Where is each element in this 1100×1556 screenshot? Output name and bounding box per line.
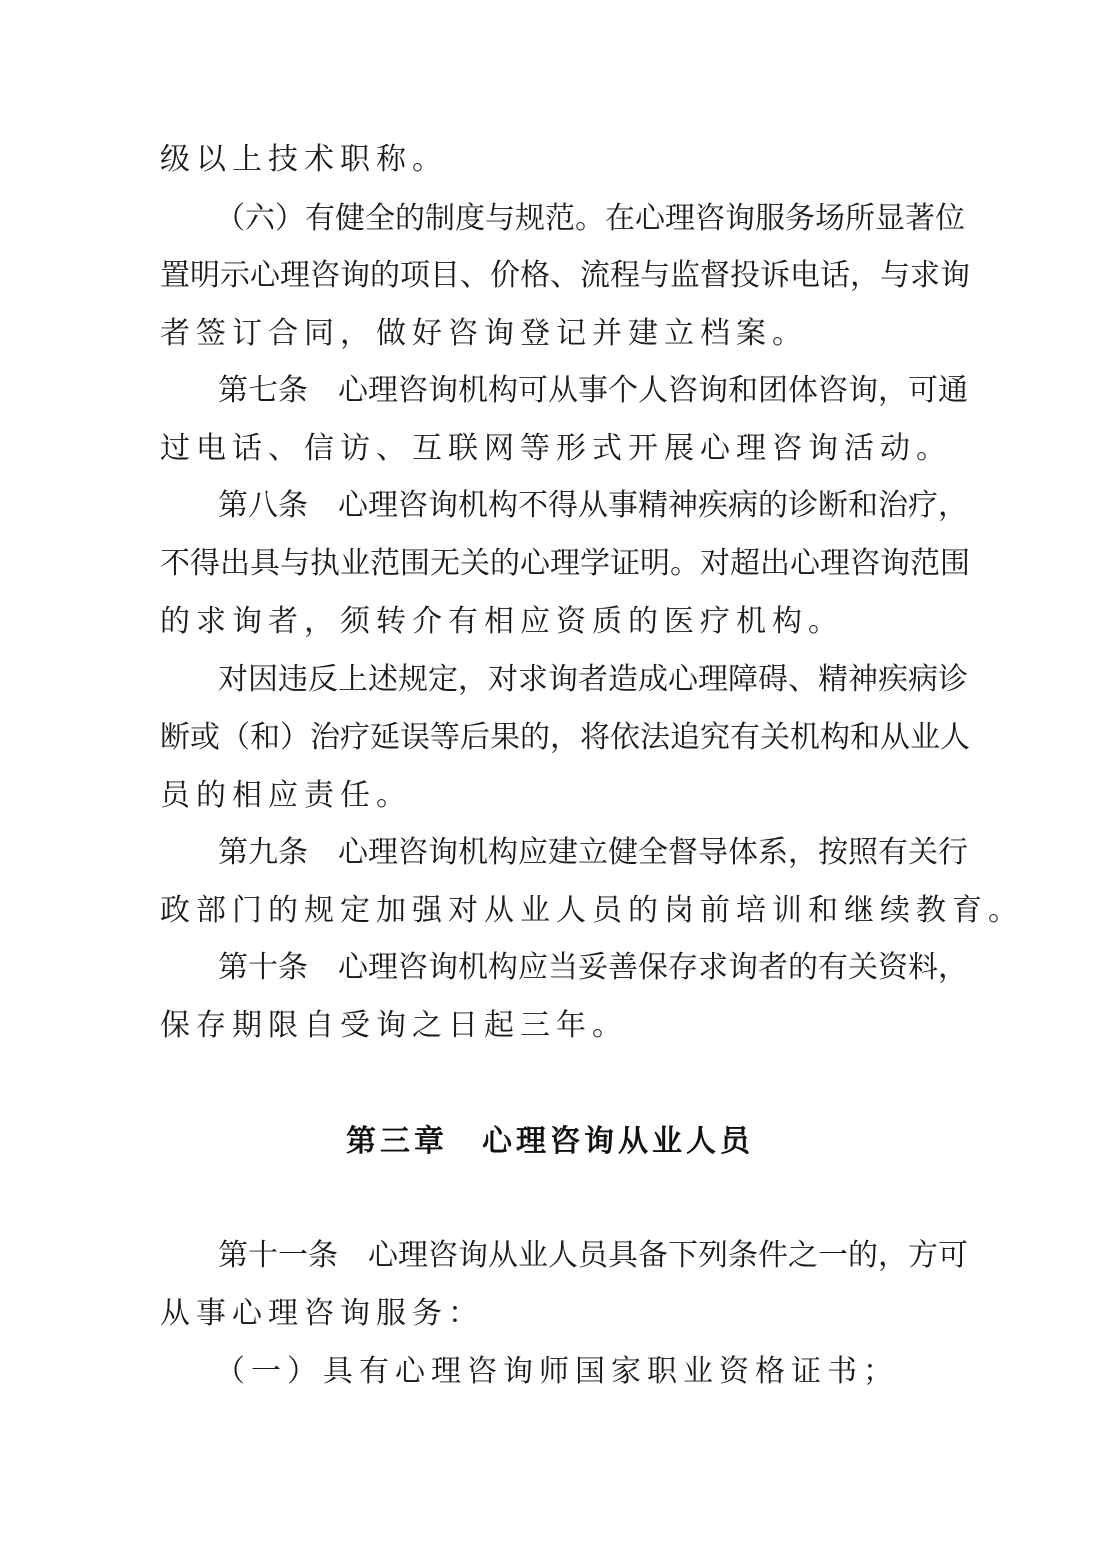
paragraph-line: 断或（和）治疗延误等后果的，将依法追究有关机构和从业人 [160,720,970,755]
paragraph-line: （六）有健全的制度与规范。在心理咨询服务场所显著位 [215,201,965,236]
paragraph-line: 保存期限自受询之日起三年。 [160,1008,628,1043]
chapter-heading: 第三章 心理咨询从业人员 [346,1124,754,1159]
article-9-line: 第九条 心理咨询机构应建立健全督导体系，按照有关行 [218,835,968,870]
article-11-line: 第十一条 心理咨询从业人员具备下列条件之一的，方可 [218,1238,968,1273]
list-item-line: （一）具有心理咨询师国家职业资格证书； [215,1354,899,1389]
paragraph-line: 对因违反上述规定，对求询者造成心理障碍、精神疾病诊 [218,662,968,697]
article-7-line: 第七条 心理咨询机构可从事个人咨询和团体咨询，可通 [218,373,968,408]
article-10-line: 第十条 心理咨询机构应当妥善保存求询者的有关资料， [218,950,968,985]
paragraph-line: 级以上技术职称。 [160,142,448,177]
paragraph-line: 从事心理咨询服务： [160,1296,484,1331]
paragraph-line: 不得出具与执业范围无关的心理学证明。对超出心理咨询范围 [160,546,970,581]
paragraph-line: 员的相应责任。 [160,778,412,813]
paragraph-line: 过电话、信访、互联网等形式开展心理咨询活动。 [160,431,952,466]
paragraph-line: 置明示心理咨询的项目、价格、流程与监督投诉电话，与求询 [160,258,970,293]
paragraph-line: 政部门的规定加强对从业人员的岗前培训和继续教育。 [160,893,1024,928]
paragraph-line: 者签订合同，做好咨询登记并建立档案。 [160,316,808,351]
article-8-line: 第八条 心理咨询机构不得从事精神疾病的诊断和治疗， [218,488,968,523]
paragraph-line: 的求询者，须转介有相应资质的医疗机构。 [160,604,844,639]
